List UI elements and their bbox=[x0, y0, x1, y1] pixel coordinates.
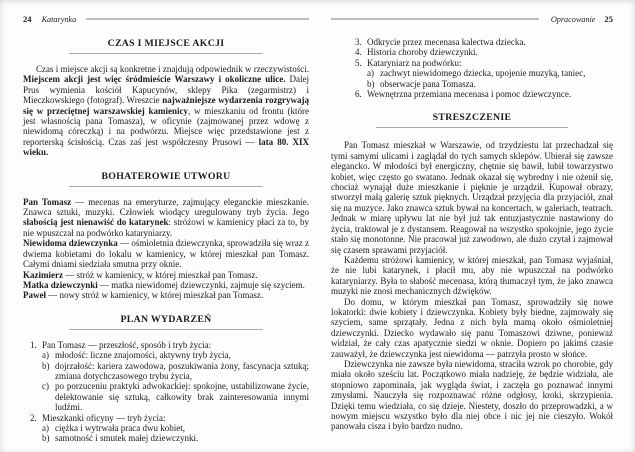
plan-subitem bbox=[42, 423, 309, 433]
list-item-text: samotność i smutek małej dziewczynki. bbox=[55, 433, 199, 444]
character-list bbox=[23, 197, 309, 301]
list-marker: 1. bbox=[30, 339, 37, 350]
section-heading-rule bbox=[376, 127, 568, 128]
plan-item bbox=[30, 413, 309, 423]
page-right bbox=[331, 13, 613, 432]
list-marker: a) bbox=[42, 350, 49, 361]
list-marker: a) bbox=[367, 68, 374, 79]
list-marker: b) bbox=[367, 78, 375, 89]
character-entry-pan-tomasz: Pan Tomasz — mecenas na emeryturze, zajmujący eleganckie mieszkanie. Znawca sztuki, muzyki. Człowiek wiodący uregulowany tryb życia. Jego słabością jest nienawiść do katarynek: stróżowi w kamienicy płaci za to, by nie wpuszczał na podwórko kataryniarzy. bbox=[23, 196, 309, 238]
section-heading-text: BOHATEROWIE UTWORU bbox=[101, 170, 231, 182]
running-title-left: Katarynka bbox=[41, 14, 77, 24]
list-marker: c) bbox=[42, 381, 49, 392]
list-item-text: Wewnętrzna przemiana mecenasa i pomoc dziewczynce. bbox=[367, 89, 572, 100]
running-title-right: Opracowanie bbox=[550, 14, 596, 24]
list-item-text: dojrzałość: kariera zawodowa, poszukiwania żony, fascynacja sztuką; zmiana dotychczasowego trybu życia, bbox=[55, 360, 309, 381]
plan-subitem bbox=[367, 68, 613, 78]
section-heading-rule bbox=[69, 186, 263, 187]
section-heading-text: STRESZCZENIE bbox=[432, 112, 512, 124]
section-heading-time-place bbox=[23, 38, 309, 54]
plan-subitem bbox=[42, 361, 309, 382]
running-head-right bbox=[331, 13, 613, 25]
plan-subitem bbox=[42, 381, 309, 412]
list-marker: b) bbox=[42, 433, 50, 444]
plan-list-right bbox=[331, 37, 613, 99]
plan-item bbox=[355, 89, 613, 99]
list-item-text: ciężka i wytrwała praca dwu kobiet, bbox=[55, 422, 185, 433]
section-heading-rule bbox=[69, 329, 263, 330]
character-entry-matka-dziewczynki: Matka dziewczynki — matka niewidomej dziewczynki, zajmuje się szyciem. bbox=[23, 279, 305, 290]
plan-item bbox=[355, 47, 613, 57]
list-item-text: zachwyt niewidomego dziecka, upojenie muzyką, taniec, bbox=[380, 68, 586, 79]
section-heading-summary bbox=[331, 112, 613, 128]
page-number-left: 24 bbox=[23, 14, 32, 24]
section-heading-text: CZAS I MIEJSCE AKCJI bbox=[107, 38, 225, 49]
summary-paragraph: Każdemu stróżowi kamienicy, w której mieszkał, pan Tomasz wyjaśniał, że nie lubi katarynek, i płacił mu, aby nie wpuszczał na podwórko kataryniarzy. Była to słabość mecenasa, którą tłumaczył tym, że jako znawca muzyki nie znosi mechanicznych dźwięków. bbox=[331, 254, 613, 297]
header-rule-right bbox=[331, 18, 539, 20]
header-rule-left bbox=[86, 18, 309, 20]
plan-subitem bbox=[367, 79, 613, 89]
plan-list-left bbox=[23, 340, 309, 444]
section-heading-text: PLAN WYDARZEŃ bbox=[120, 313, 212, 325]
list-marker: 3. bbox=[355, 37, 362, 47]
running-head-left bbox=[23, 13, 309, 25]
plan-item bbox=[30, 340, 309, 350]
plan-item bbox=[355, 58, 613, 68]
list-marker: b) bbox=[42, 360, 50, 371]
section-heading-plan bbox=[23, 314, 309, 330]
list-marker: a) bbox=[42, 422, 49, 433]
list-item-text: po porzuceniu praktyki adwokackiej: spokojne, ustabilizowane życie, delektowanie się sztuką, całkowity brak zainteresowania innymi ludźmi. bbox=[55, 381, 309, 413]
list-marker: 4. bbox=[355, 47, 362, 58]
paragraph-time-place: Czas i miejsce akcji są konkretne i znajdują odpowiednik w rzeczywistości. Miejscem akcji jest więc śródmieście Warszawy i okoliczne ulice. Dalej Prus wymienia kościół Kapucynów, sklepy Pika (zegarmistrz) i Mieczkowskiego (fotograf). Wreszcie najważniejsze wydarzenia rozgrywają się w przeciętnej warszawskiej kamienicy, w mieszkaniu od frontu (które jest własnością pana Tomasza), w oficynie (zajmowanej przez wdowę z niewidomą córeczką) i na podwórzu. Miejsce więc przedstawione jest z reporterską ścisłością. Czas zaś jest współczesny Prusowi — lata 80. XIX wieku. bbox=[23, 64, 309, 158]
character-entry-pawel: Paweł — nowy stróż w kamienicy, w której mieszkał pan Tomasz. bbox=[23, 290, 264, 301]
list-item-text: obserwacje pana Tomasza. bbox=[380, 78, 476, 89]
section-heading-rule bbox=[69, 53, 263, 54]
summary-paragraph: Pan Tomasz mieszkał w Warszawie, od trzydziestu lat przechadzał się tymi samymi ulicami i zaglądał do tych samych sklepów. Ubierał się zawsze elegancko. W młodości był energiczny, chętnie się bawił, lubił towarzystwo kobiet, więc często go swatano. Jednak okazał się wybredny i nie ożenił się, chociaż wynajął duże mieszkanie i pięknie je urządził. Kupował obrazy, stworzył małą galerię sztuk pięknych. Urządzał przyjęcia dla przyjaciół, znał się na muzyce. Jako znawca sztuk bywał na koncertach, w galeriach, teatrach. Jednak w miarę upływu lat nie był już tak entuzjastycznie nastawiony do życia, traktował je z dystansem. Reagował na wszystko spokojnie, jego życie stało się monotonne. Nie pracował już zawodowo, ale dużo czytał i zajmował się czasem sprawami przyjaciół. bbox=[331, 140, 613, 255]
section-heading-characters bbox=[23, 171, 309, 187]
summary-paragraph: Do domu, w którym mieszkał pan Tomasz, sprowadziły się nowe lokatorki: dwie kobiety i dziewczynka. Kobiety były biedne, zajmowały się szyciem, same sprzątały. Jedna z nich była mamą około ośmioletniej dziewczynki. Dziecko wydawało się panu Tomaszowi dziwne, ponieważ widział, że cały czas apatycznie siedzi w oknie. Dopiero po jakimś czasie zauważył, że dziewczynka jest niewidoma — patrzyła prosto w słońce. bbox=[331, 296, 613, 359]
list-item-text: Kataryniarz na podwórku: bbox=[367, 57, 462, 68]
list-item-text: Pan Tomasz — przeszłość, sposób i tryb życia: bbox=[42, 339, 212, 350]
list-marker: 2. bbox=[30, 412, 37, 423]
summary-body bbox=[331, 140, 613, 431]
plan-subitem bbox=[42, 350, 309, 360]
character-entry-kazimierz: Kazimierz — stróż w kamienicy, w której mieszkał pan Tomasz. bbox=[23, 269, 258, 280]
list-item-text: Odkrycie przez mecenasa kalectwa dziecka. bbox=[367, 37, 526, 47]
list-item-text: Mieszkanki oficyny — tryb życia: bbox=[42, 412, 166, 423]
summary-paragraph: Dziewczynka nie zawsze była niewidoma, straciła wzrok po chorobie, gdy miała około sześciu lat. Początkowo miała nadzieję, że będzie widziała, ale stopniowo zapominała, jak wygląda świat, i zaczęła go poznawać innymi zmysłami. Nauczyła się rozpoznawać różne odgłosy, kroki, skrzypienia. Dzięki temu wiedziała, co się dzieje. Niestety, doszło do przeprowadzki, a w nowym miejscu wszystko było dla niej obce i nic jej nie cieszyło. Wokół panowała cisza i było bardzo nudno. bbox=[331, 358, 613, 432]
plan-item bbox=[355, 37, 613, 47]
page-number-right: 25 bbox=[604, 14, 613, 24]
list-marker: 5. bbox=[355, 57, 362, 68]
list-marker: 6. bbox=[355, 89, 362, 100]
page-left bbox=[23, 13, 309, 444]
character-entry-niewidoma-dziewczynka: Niewidoma dziewczynka — ośmioletnia dziewczynka, sprowadziła się wraz z dwiema kobietami do lokalu w kamienicy, w której mieszkał pan Tomasz. Całymi dniami siedziała smutna przy oknie. bbox=[23, 238, 309, 270]
list-item-text: młodość: liczne znajomości, aktywny tryb życia, bbox=[55, 350, 231, 361]
list-item-text: Historia choroby dziewczynki. bbox=[367, 47, 478, 58]
plan-subitem bbox=[42, 433, 309, 443]
